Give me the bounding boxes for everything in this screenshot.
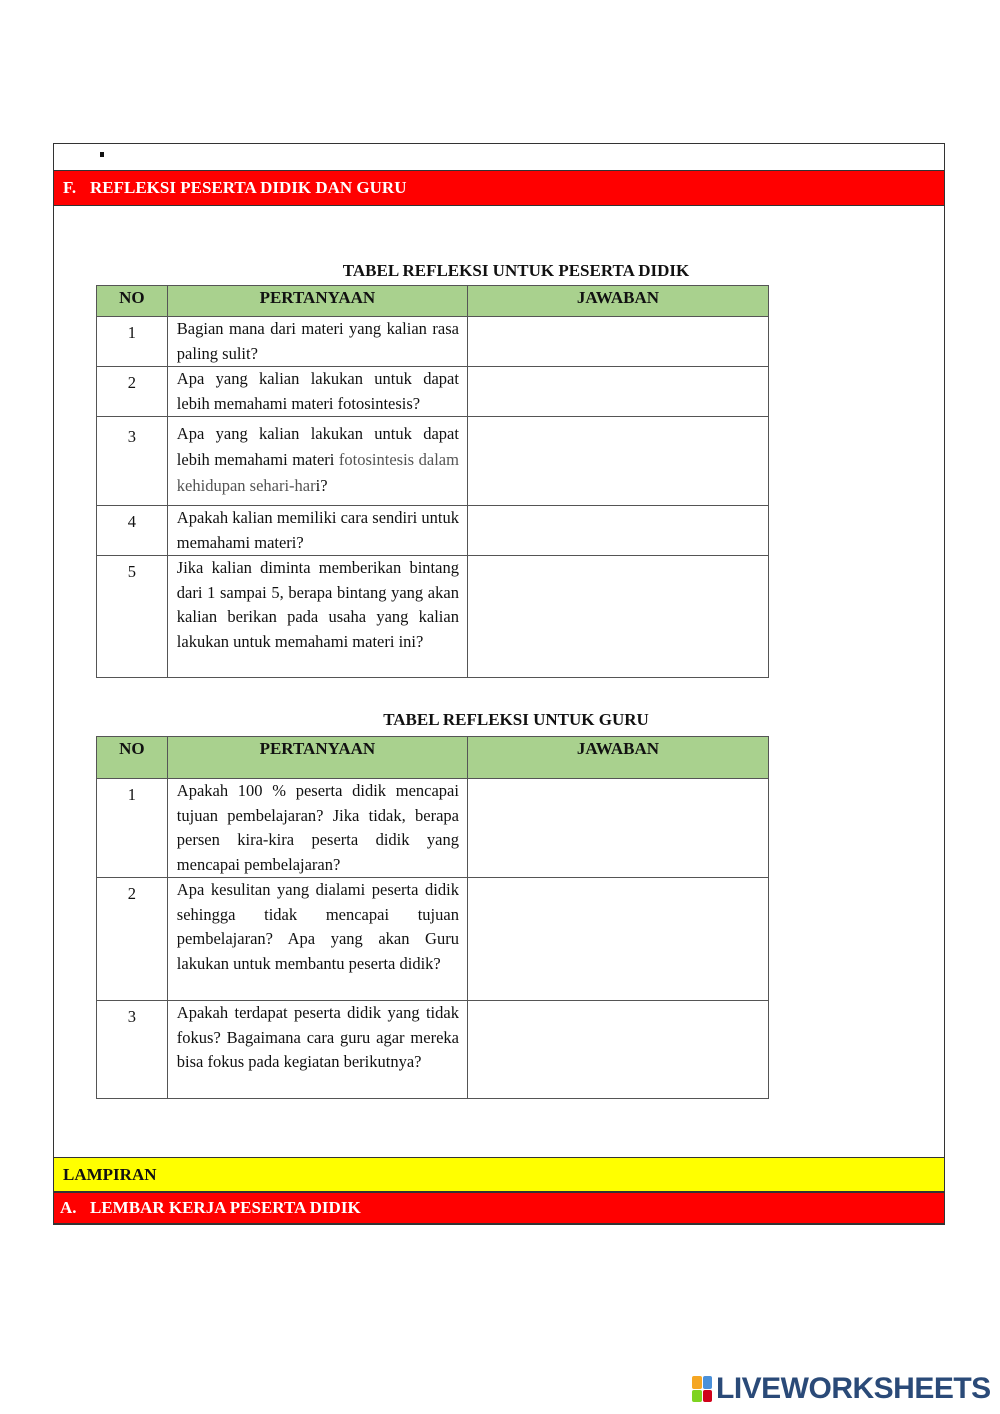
student-table-title: TABEL REFLEKSI UNTUK PESERTA DIDIK	[342, 261, 690, 280]
section-a-title: LEMBAR KERJA PESERTA DIDIK	[90, 1198, 361, 1217]
bullet-icon	[100, 152, 104, 157]
table-row	[97, 878, 769, 1001]
lampiran-header: LAMPIRAN	[54, 1157, 944, 1192]
row-question: Apakah kalian memiliki cara sendiri untuk memahami materi?	[167, 506, 467, 556]
header-no: NO	[97, 286, 168, 317]
row-question: Apa yang kalian lakukan untuk dapat lebih memahami materi fotosintesis?	[167, 367, 467, 417]
section-f-title: REFLEKSI PESERTA DIDIK DAN GURU	[90, 178, 407, 197]
watermark-text: LIVEWORKSHEETS	[716, 1372, 991, 1405]
row-question: Apakah terdapat peserta didik yang tidak fokus? Bagaimana cara guru agar mereka bisa fokus pada kegiatan berikutnya?	[167, 1001, 467, 1099]
table-row	[97, 556, 769, 678]
section-a-letter: A.	[60, 1198, 77, 1217]
question-text-gray: fotosintesis dalam kehidupan sehari-har	[176, 450, 459, 495]
row-question: Bagian mana dari materi yang kalian rasa paling sulit?	[167, 317, 467, 367]
row-number: 1	[97, 779, 168, 878]
section-a-header	[54, 1192, 944, 1224]
answer-cell[interactable]	[467, 506, 768, 556]
row-number: 3	[97, 417, 168, 506]
document-frame	[53, 143, 945, 1225]
table-row	[97, 367, 769, 417]
teacher-reflection-table	[96, 736, 769, 1099]
liveworksheets-logo-icon	[692, 1376, 712, 1402]
row-number: 5	[97, 556, 168, 678]
header-no: NO	[97, 737, 168, 779]
table-row	[97, 1001, 769, 1099]
liveworksheets-watermark	[692, 1372, 991, 1406]
answer-cell[interactable]	[467, 417, 768, 506]
answer-cell[interactable]	[467, 1001, 768, 1099]
answer-cell[interactable]	[467, 878, 768, 1001]
row-number: 1	[97, 317, 168, 367]
section-f-header	[54, 170, 944, 206]
question-text-end: i?	[315, 476, 328, 495]
answer-cell[interactable]	[467, 556, 768, 678]
table-row	[97, 317, 769, 367]
row-question	[167, 417, 467, 506]
teacher-table-title: TABEL REFLEKSI UNTUK GURU	[383, 710, 649, 729]
header-answer: JAWABAN	[467, 737, 768, 779]
question-text: Apa yang kalian lakukan untuk dapat lebih memahami materi	[176, 424, 459, 469]
table-header-row	[97, 737, 769, 779]
table-row	[97, 779, 769, 878]
answer-cell[interactable]	[467, 779, 768, 878]
row-question: Jika kalian diminta memberikan bintang dari 1 sampai 5, berapa bintang yang akan kalian berikan pada usaha yang kalian lakukan untuk memahami materi ini?	[167, 556, 467, 678]
header-question: PERTANYAAN	[167, 737, 467, 779]
header-question: PERTANYAAN	[167, 286, 467, 317]
answer-cell[interactable]	[467, 317, 768, 367]
row-number: 2	[97, 367, 168, 417]
student-reflection-table	[96, 285, 769, 678]
row-question: Apakah 100 % peserta didik mencapai tujuan pembelajaran? Jika tidak, berapa persen kira-kira peserta didik yang mencapai pembelajaran?	[167, 779, 467, 878]
header-answer: JAWABAN	[467, 286, 768, 317]
row-number: 4	[97, 506, 168, 556]
table-header-row	[97, 286, 769, 317]
table-row	[97, 417, 769, 506]
section-f-letter: F.	[63, 178, 77, 197]
row-number: 2	[97, 878, 168, 1001]
answer-cell[interactable]	[467, 367, 768, 417]
table-row	[97, 506, 769, 556]
row-number: 3	[97, 1001, 168, 1099]
row-question: Apa kesulitan yang dialami peserta didik sehingga tidak mencapai tujuan pembelajaran? Apa yang akan Guru lakukan untuk membantu peserta didik?	[167, 878, 467, 1001]
